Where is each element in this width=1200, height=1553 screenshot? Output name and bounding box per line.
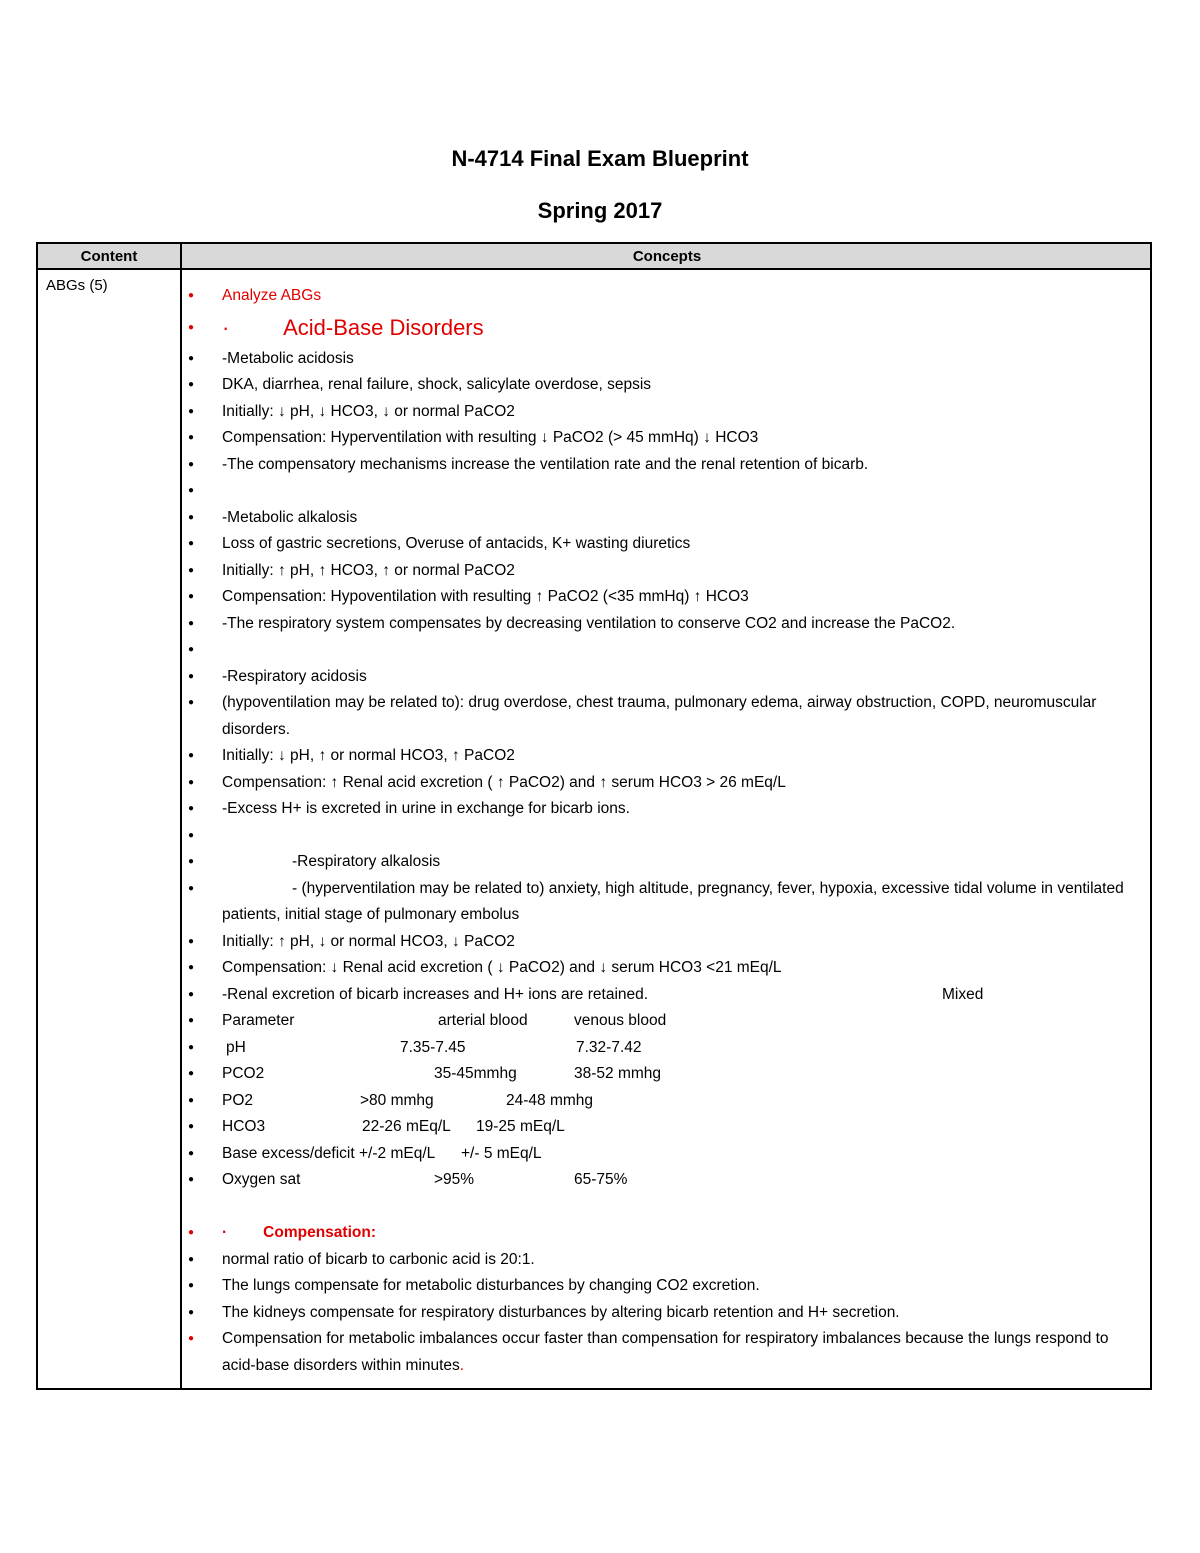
list-item: ● -Metabolic acidosis: [178, 346, 1138, 373]
list-item: ● Initially: ↑ pH, ↓ or normal HCO3, ↓ PaCO2: [178, 929, 1138, 956]
mixed-label: Mixed: [942, 985, 984, 1003]
table-header-row: [38, 244, 1150, 270]
list-item-empty: [178, 637, 1138, 664]
spacer: [178, 1194, 1138, 1221]
list-item: ● The kidneys compensate for respiratory disturbances by altering bicarb retention and H+ secretion.: [178, 1300, 1138, 1327]
header-concepts: Concepts: [632, 248, 702, 265]
param-row: ● Base excess/deficit +/-2 mEq/L +/- 5 mEq/L: [178, 1141, 1138, 1168]
list-item: ● Compensation: Hyperventilation with resulting ↓ PaCO2 (> 45 mmHq) ↓ HCO3: [178, 425, 1138, 452]
list-item: ● -Renal excretion of bicarb increases and H+ ions are retained. Mixed: [178, 982, 1138, 1009]
param-header-row: ● Parameter arterial blood venous blood: [178, 1008, 1138, 1035]
param-row: ● HCO3 22-26 mEq/L 19-25 mEq/L: [178, 1114, 1138, 1141]
header-content: Content: [80, 248, 138, 265]
list-item: ● Initially: ↑ pH, ↑ HCO3, ↑ or normal PaCO2: [178, 558, 1138, 585]
compensation-heading: ● · Compensation:: [178, 1220, 1138, 1247]
list-item: ● Compensation: ↑ Renal acid excretion ( ↑ PaCO2) and ↑ serum HCO3 > 26 mEq/L: [178, 770, 1138, 797]
param-row: ● pH 7.35-7.45 7.32-7.42: [178, 1035, 1138, 1062]
list-item: ● normal ratio of bicarb to carbonic acid is 20:1.: [178, 1247, 1138, 1274]
list-item-heading: ● · Acid-Base Disorders: [178, 310, 1138, 346]
param-row: ● PO2 >80 mmhg 24-48 mmhg: [178, 1088, 1138, 1115]
document-title: N-4714 Final Exam Blueprint: [451, 146, 749, 171]
list-item: ● Compensation for metabolic imbalances occur faster than compensation for respiratory imbalances because the lungs respond to acid-base disorders within minutes.: [178, 1326, 1138, 1379]
list-item: ● Analyze ABGs: [178, 283, 1138, 310]
content-cell: ABGs (5): [46, 277, 108, 294]
list-item: ● DKA, diarrhea, renal failure, shock, salicylate overdose, sepsis: [178, 372, 1138, 399]
list-item: ● - (hyperventilation may be related to) anxiety, high altitude, pregnancy, fever, hypoxia, excessive tidal volume in ventilated patients, initial stage of pulmonary embolus: [178, 876, 1138, 929]
list-item: ● -Metabolic alkalosis: [178, 505, 1138, 532]
list-item: ● -Respiratory acidosis: [178, 664, 1138, 691]
list-item-empty: [178, 478, 1138, 505]
list-item: ● Initially: ↓ pH, ↓ HCO3, ↓ or normal PaCO2: [178, 399, 1138, 426]
list-item-empty: [178, 823, 1138, 850]
list-item: ● The lungs compensate for metabolic disturbances by changing CO2 excretion.: [178, 1273, 1138, 1300]
list-item: ● -The compensatory mechanisms increase the ventilation rate and the renal retention of bicarb.: [178, 452, 1138, 479]
list-item: ● (hypoventilation may be related to): drug overdose, chest trauma, pulmonary edema, airway obstruction, COPD, neuromuscular disorders.: [178, 690, 1138, 743]
list-item: ● -Excess H+ is excreted in urine in exchange for bicarb ions.: [178, 796, 1138, 823]
document-subtitle: Spring 2017: [537, 198, 663, 223]
list-item: ● -The respiratory system compensates by decreasing ventilation to conserve CO2 and increase the PaCO2.: [178, 611, 1138, 638]
list-item: ● Compensation: ↓ Renal acid excretion ( ↓ PaCO2) and ↓ serum HCO3 <21 mEq/L: [178, 955, 1138, 982]
param-row: ● Oxygen sat >95% 65-75%: [178, 1167, 1138, 1194]
param-row: ● PCO2 35-45mmhg 38-52 mmhg: [178, 1061, 1138, 1088]
concepts-list: [178, 283, 1138, 1379]
list-item: ● -Respiratory alkalosis: [178, 849, 1138, 876]
list-item: ● Compensation: Hypoventilation with resulting ↑ PaCO2 (<35 mmHq) ↑ HCO3: [178, 584, 1138, 611]
list-item: ● Loss of gastric secretions, Overuse of antacids, K+ wasting diuretics: [178, 531, 1138, 558]
list-item: ● Initially: ↓ pH, ↑ or normal HCO3, ↑ PaCO2: [178, 743, 1138, 770]
